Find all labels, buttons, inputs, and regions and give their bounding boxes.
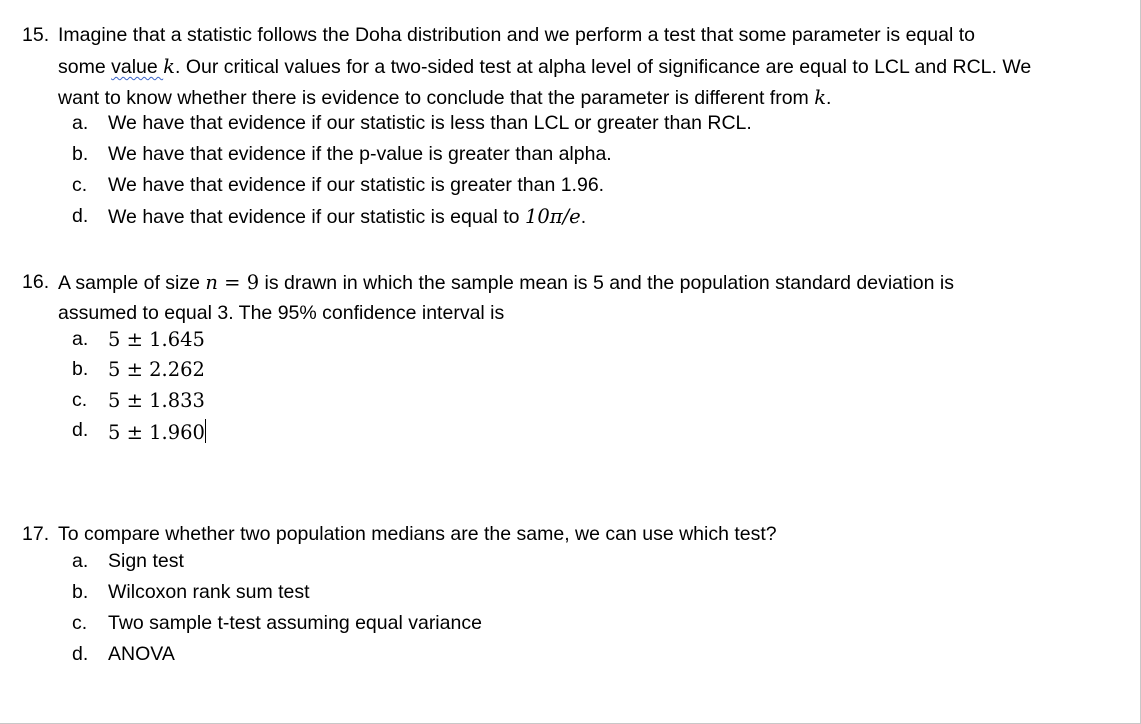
option-text: Sign test [108,550,184,572]
text-run: some [58,56,112,78]
text-run: A sample of size [58,272,206,294]
question-text-line: To compare whether two population medians are the same, we can use which test? [58,523,777,545]
option-math: 5 ± 2.262 [108,358,205,381]
math-expression: 10π/e [524,205,581,228]
text-cursor [205,419,206,443]
question-text-line [58,82,831,114]
text-run: . Our critical values for a two-sided test at alpha level of significance are equal to LCL and RCL. We [174,56,1032,78]
option-letter: c. [72,389,88,411]
question-number: 17. [22,523,50,545]
option-math: 5 ± 1.645 [108,328,205,351]
math-variable: k [814,86,827,109]
option-math: 5 ± 1.960 [108,421,205,444]
question-text-line: assumed to equal 3. The 95% confidence interval is [58,302,505,324]
option-text: We have that evidence if the p-value is greater than alpha. [108,143,612,165]
option-text: ANOVA [108,643,175,665]
text-run: We have that evidence if our statistic is equal to [108,206,525,228]
option-text: Wilcoxon rank sum test [108,581,310,603]
option-text [108,419,206,445]
question-number: 16. [22,271,50,293]
option-letter: c. [72,612,88,634]
option-text [108,205,586,229]
option-letter: c. [72,174,88,196]
math-variable: n [205,271,218,294]
question-number: 15. [22,24,50,46]
option-letter: d. [72,643,89,665]
option-letter: b. [72,143,89,165]
text-run: is drawn in which the sample mean is 5 and the population standard deviation is [259,272,954,294]
option-text: We have that evidence if our statistic is greater than 1.96. [108,174,605,196]
option-letter: b. [72,358,89,380]
question-16 [22,267,1122,329]
option-letter: a. [72,328,89,350]
spelling-squiggle[interactable]: value [111,56,164,78]
question-15 [22,20,1122,113]
option-math: 5 ± 1.833 [108,389,205,412]
option-text: We have that evidence if our statistic is less than LCL or greater than RCL. [108,112,752,134]
text-run: . [826,87,832,109]
math-expression: = 9 [217,271,260,294]
option-letter: b. [72,581,89,603]
option-letter: a. [72,112,89,134]
question-17 [22,519,1122,550]
option-text: Two sample t-test assuming equal variance [108,612,482,634]
option-letter: a. [72,550,89,572]
text-run: want to know whether there is evidence to conclude that the parameter is different from [58,87,815,109]
question-text-line [58,267,954,299]
math-variable: k [163,55,175,78]
question-text-line: Imagine that a statistic follows the Doha distribution and we perform a test that some parameter is equal to [58,24,975,46]
option-letter: d. [72,205,89,227]
question-text-line [58,51,1031,83]
option-letter: d. [72,419,89,441]
text-run: . [580,206,587,228]
